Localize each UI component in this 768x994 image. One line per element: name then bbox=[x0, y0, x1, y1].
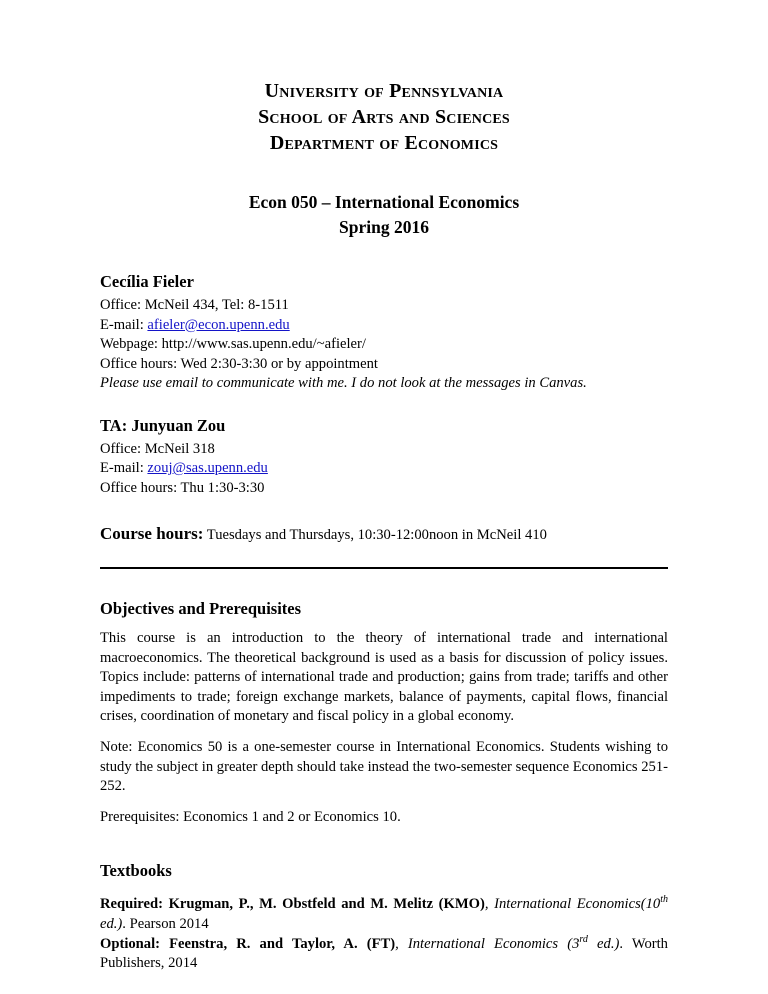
ta-email-link[interactable]: zouj@sas.upenn.edu bbox=[147, 460, 268, 476]
required-textbook bbox=[100, 895, 668, 934]
ta-name: TA: Junyuan Zou bbox=[100, 415, 226, 435]
optional-edition-end: ed.) bbox=[587, 935, 620, 952]
instructor-name: Cecília Fieler bbox=[100, 272, 194, 291]
instructor-webpage: Webpage: http://www.sas.upenn.edu/~afieler/ bbox=[100, 336, 366, 352]
instructor-email-line bbox=[100, 316, 668, 336]
department-name: Department of Economics bbox=[269, 132, 499, 154]
ta-email-label: E-mail: bbox=[100, 460, 148, 476]
instructor-office-hours: Office hours: Wed 2:30-3:30 or by appointment bbox=[100, 355, 378, 372]
course-hours-line bbox=[100, 524, 668, 545]
instructor-email-label: E-mail: bbox=[100, 316, 148, 333]
ta-office: Office: McNeil 318 bbox=[100, 440, 215, 457]
instructor-email-link[interactable]: afieler@econ.upenn.edu bbox=[147, 316, 290, 333]
required-textbook-label: Required: Krugman, P., M. Obstfeld and M. Melitz (KMO) bbox=[100, 896, 485, 913]
document-header bbox=[100, 78, 668, 156]
optional-textbook-title: , International Economics (3 bbox=[395, 935, 580, 952]
course-term: Spring 2016 bbox=[339, 217, 429, 237]
required-edition-pre: (10 bbox=[640, 896, 661, 913]
course-title: Econ 050 – International Economics bbox=[248, 192, 520, 212]
optional-textbook bbox=[100, 935, 668, 974]
ta-office-hours: Office hours: Thu 1:30-3:30 bbox=[100, 479, 265, 496]
horizontal-divider bbox=[100, 567, 668, 569]
optional-textbook-label: Optional: Feenstra, R. and Taylor, A. (FT) bbox=[100, 935, 396, 952]
required-edition-sup: th bbox=[660, 894, 668, 906]
instructor-block bbox=[100, 272, 668, 394]
instructor-office: Office: McNeil 434, Tel: 8-1511 bbox=[100, 297, 289, 313]
school-name: School of Arts and Sciences bbox=[258, 106, 510, 128]
ta-email-line bbox=[100, 459, 668, 479]
textbooks-section bbox=[100, 861, 668, 973]
required-textbook-publisher: . Pearson 2014 bbox=[122, 915, 209, 932]
optional-textbook-publisher: . Worth Publishers, 2014 bbox=[100, 935, 668, 972]
required-textbook-title: , International Economics bbox=[484, 896, 641, 913]
optional-edition-sup: rd bbox=[579, 933, 588, 945]
objectives-paragraph-2: Note: Economics 50 is a one-semester course in International Economics. Students wishing to study the subject in greater depth should take instead the two-semester sequence Economics 251-252. bbox=[100, 738, 668, 795]
university-name: University of Pennsylvania bbox=[264, 80, 504, 102]
objectives-paragraph-1: This course is an introduction to the theory of international trade and international macroeconomics. The theoretical background is used as a basis for discussion of policy issues. Topics include: patterns of international trade and production; gains from trade; tariffs and other impediments to trade; foreign exchange markets, balance of payments, capital flows, financial crises, coordination of monetary and fiscal policy in a global economy. bbox=[100, 630, 668, 725]
course-hours-label: Course hours: bbox=[100, 524, 204, 543]
course-hours-value: Tuesdays and Thursdays, 10:30-12:00noon in McNeil 410 bbox=[203, 527, 547, 543]
objectives-heading: Objectives and Prerequisites bbox=[100, 599, 302, 618]
course-title-block bbox=[100, 190, 668, 240]
objectives-paragraph-3: Prerequisites: Economics 1 and 2 or Economics 10. bbox=[100, 808, 401, 825]
instructor-note: Please use email to communicate with me. I do not look at the messages in Canvas. bbox=[100, 375, 587, 391]
required-edition-post: ed.) bbox=[100, 915, 123, 932]
objectives-section bbox=[100, 599, 668, 827]
textbooks-heading: Textbooks bbox=[100, 861, 172, 881]
ta-block bbox=[100, 416, 668, 499]
